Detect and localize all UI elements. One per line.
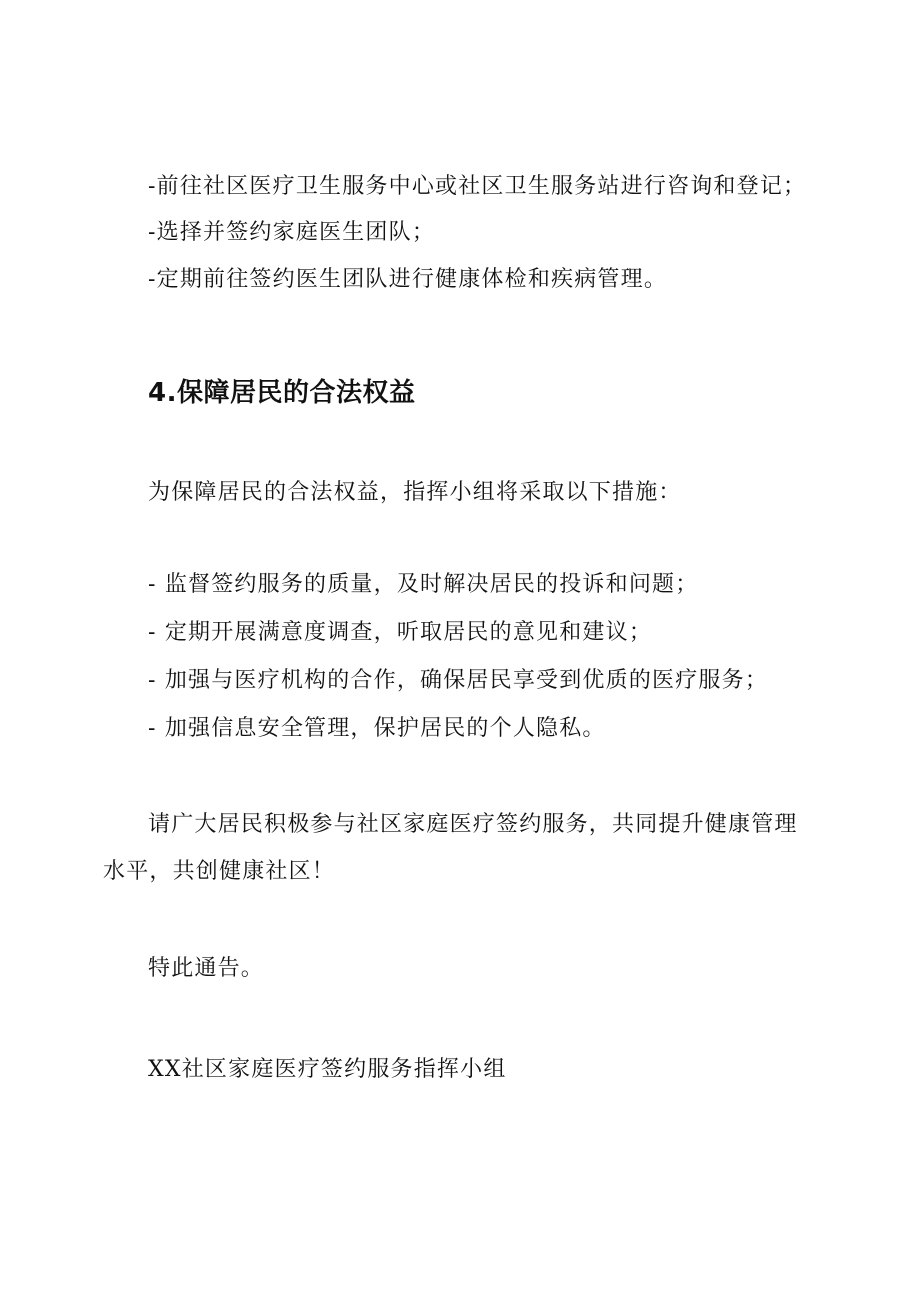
measure-item-cooperation: - 加强与医疗机构的合作，确保居民享受到优质的医疗服务； — [148, 668, 769, 693]
step-item-consult: -前往社区医疗卫生服务中心或社区卫生服务站进行咨询和登记； — [148, 174, 807, 199]
appeal-line-2: 水平，共创健康社区！ — [103, 859, 336, 884]
section-heading: 4.保障居民的合法权益 — [148, 378, 416, 408]
section-intro: 为保障居民的合法权益，指挥小组将采取以下措施： — [148, 480, 682, 505]
appeal-line-1: 请广大居民积极参与社区家庭医疗签约服务，共同提升健康管理 — [148, 812, 798, 837]
step-item-select-team: -选择并签约家庭医生团队； — [148, 220, 436, 245]
measure-item-survey: - 定期开展满意度调查，听取居民的意见和建议； — [148, 620, 653, 645]
step-item-checkup: -定期前往签约医生团队进行健康体检和疾病管理。 — [148, 267, 668, 292]
signature: XX社区家庭医疗签约服务指挥小组 — [148, 1057, 507, 1082]
closing-text: 特此通告。 — [148, 956, 265, 981]
measure-item-privacy: - 加强信息安全管理，保护居民的个人隐私。 — [148, 716, 606, 741]
measure-item-supervise: - 监督签约服务的质量，及时解决居民的投诉和问题； — [148, 572, 699, 597]
